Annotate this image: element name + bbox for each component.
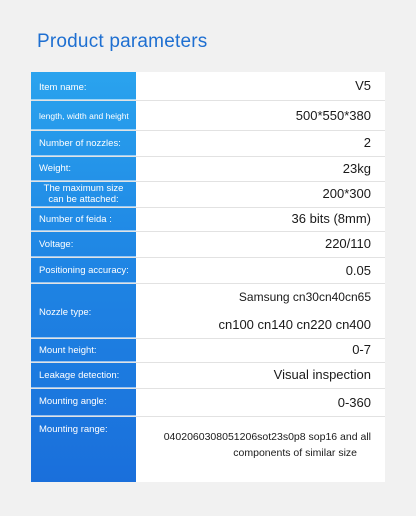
row-label: Leakage detection: xyxy=(39,370,120,381)
row-value: 23kg xyxy=(342,161,371,176)
page-title: Product parameters xyxy=(37,31,208,52)
table-row xyxy=(31,283,385,339)
table-row xyxy=(31,338,385,363)
row-label-cell xyxy=(31,257,136,283)
table-row xyxy=(31,416,385,482)
row-value-line-1: Samsung cn30cn40cn65 xyxy=(238,290,371,304)
row-label-cell xyxy=(31,100,136,130)
row-label-cell xyxy=(31,283,136,338)
row-value-cell xyxy=(136,207,385,231)
row-value: 36 bits (8mm) xyxy=(291,211,371,226)
table-row xyxy=(31,100,385,131)
row-label: Mounting angle: xyxy=(39,396,107,407)
row-label-cell xyxy=(31,416,136,482)
table-row xyxy=(31,181,385,208)
row-value-cell xyxy=(136,72,385,100)
row-label: Weight: xyxy=(39,163,72,174)
row-label: Mounting range: xyxy=(39,424,108,435)
row-label: Positioning accuracy: xyxy=(39,265,129,276)
row-value-line-2: cn100 cn140 cn220 cn400 xyxy=(218,317,371,332)
row-value-cell xyxy=(136,416,385,482)
table-row xyxy=(31,72,385,101)
row-label-cell xyxy=(31,181,136,207)
row-value: V5 xyxy=(355,78,371,93)
row-value-line-1: 0402060308051206sot23s0p8 sop16 and all xyxy=(163,431,371,443)
row-label: The maximum size can be attached: xyxy=(43,183,124,205)
row-value-cell xyxy=(136,257,385,283)
table-row xyxy=(31,388,385,417)
row-value-cell xyxy=(136,130,385,156)
row-value: 0-7 xyxy=(352,342,371,357)
row-value-cell xyxy=(136,338,385,362)
row-value-cell xyxy=(136,231,385,257)
row-value-cell xyxy=(136,362,385,388)
row-label-cell xyxy=(31,72,136,100)
row-label: length, width and height xyxy=(39,111,129,121)
row-value-cell xyxy=(136,100,385,130)
row-value: 0.05 xyxy=(345,263,371,278)
row-value-cell xyxy=(136,156,385,181)
table-row xyxy=(31,257,385,284)
row-label-cell xyxy=(31,362,136,388)
row-label-cell xyxy=(31,130,136,156)
row-label-cell xyxy=(31,388,136,416)
row-value: 2 xyxy=(363,135,371,150)
row-value: Visual inspection xyxy=(273,367,371,382)
table-row xyxy=(31,207,385,232)
row-label: Number of nozzles: xyxy=(39,138,121,149)
row-label: Nozzle type: xyxy=(39,307,92,318)
row-value-line-2: components of similar size xyxy=(233,447,357,459)
row-label: Mount height: xyxy=(39,345,97,356)
table-row xyxy=(31,130,385,157)
row-label-cell xyxy=(31,231,136,257)
row-label-cell xyxy=(31,156,136,181)
row-value: 200*300 xyxy=(322,186,371,201)
row-label-cell xyxy=(31,207,136,231)
row-value-cell xyxy=(136,388,385,416)
row-label: Item name: xyxy=(39,82,87,93)
row-value-cell xyxy=(136,283,385,338)
table-row xyxy=(31,231,385,258)
row-value: 220/110 xyxy=(324,236,371,251)
row-value: 500*550*380 xyxy=(295,108,371,123)
table-row xyxy=(31,362,385,389)
row-label-cell xyxy=(31,338,136,362)
row-label: Number of feida : xyxy=(39,214,112,225)
row-value-cell xyxy=(136,181,385,207)
parameters-table xyxy=(31,72,385,482)
table-row xyxy=(31,156,385,182)
row-value: 0-360 xyxy=(337,395,371,410)
row-label: Voltage: xyxy=(39,239,74,250)
